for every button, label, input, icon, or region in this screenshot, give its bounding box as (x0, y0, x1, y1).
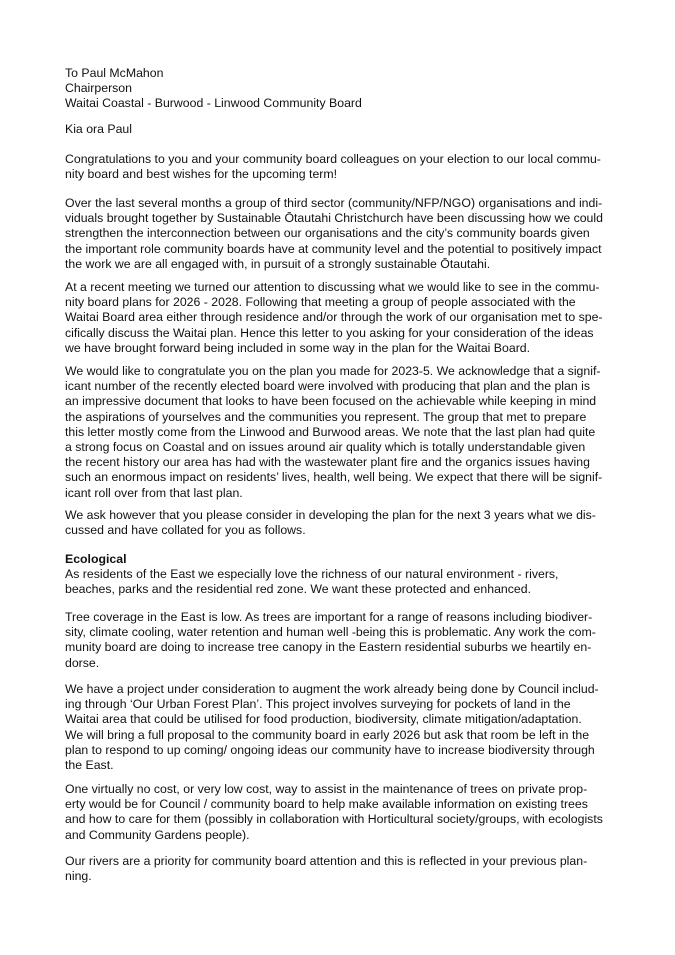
paragraph-project (65, 682, 610, 773)
text-line: an impressive document that looks to have been focused on the achievable while keeping in mind (65, 394, 597, 409)
text-line: We would like to congratulate you on the plan you made for 2023-5. We acknowledge that a signif- (65, 364, 601, 378)
recipient-organisation: Waitai Coastal - Burwood - Linwood Community Board (65, 96, 362, 111)
text-line: plan to respond to up coming/ ongoing ideas our community have to increase biodiversity through (65, 742, 595, 757)
greeting (65, 122, 610, 137)
text-line: nity board plans for 2026 - 2028. Following that meeting a group of people associated with the (65, 295, 576, 310)
section-heading: Ecological (65, 552, 127, 566)
text-line: the aspirations of yourselves and the communities you represent. The group that met to prepare (65, 409, 587, 424)
recipient-address (65, 66, 362, 112)
text-line: we have brought forward being included in some way in the plan for the Waitai Board. (65, 340, 531, 355)
text-line: One virtually no cost, or very low cost, way to assist in the maintenance of trees on private prop- (65, 782, 588, 796)
text-line: sity, climate cooling, water retention and human well -being this is problematic. Any work the com- (65, 625, 596, 640)
text-line: Congratulations to you and your community board colleagues on your election to our local commu- (65, 152, 601, 166)
text-line: beaches, parks and the residential red zone. We want these protected and enhanced. (65, 582, 531, 597)
text-line: this letter mostly come from the Linwood and Burwood areas. We note that the last plan had quite (65, 424, 596, 439)
text-line: We ask however that you please consider in developing the plan for the next 3 years what we dis- (65, 508, 596, 522)
text-line: icant roll over from that last plan. (65, 485, 243, 500)
text-line: a strong focus on Coastal and on issues around air quality which is totally understandable given (65, 440, 586, 455)
paragraph-background (65, 196, 610, 272)
text-line: Over the last several months a group of third sector (community/NFP/NGO) organisations and indi- (65, 196, 603, 210)
paragraph-tree-coverage (65, 610, 610, 671)
text-line: the important role community boards have at community level and the potential to positively impact (65, 241, 602, 256)
paragraph-congratulations (65, 152, 610, 182)
paragraph-rivers (65, 854, 610, 884)
text-line: the work we are all engaged with, in pursuit of a strongly sustainable Ōtautahi. (65, 256, 491, 271)
text-line: the East. (65, 758, 114, 773)
text-line: As residents of the East we especially love the richness of our natural environment - rivers, (65, 567, 559, 582)
text-line: Tree coverage in the East is low. As trees are important for a range of reasons including biodiver- (65, 610, 593, 624)
text-line: munity board are doing to increase tree canopy in the Eastern residential suburbs we heartily en- (65, 640, 592, 655)
text-line: We have a project under consideration to augment the work already being done by Council includ- (65, 682, 599, 696)
text-line: nity board and best wishes for the upcoming term! (65, 167, 338, 182)
text-line: We will bring a full proposal to the community board in early 2026 but ask that room be left in the (65, 727, 590, 742)
recipient-name: To Paul McMahon (65, 66, 164, 80)
section-ecological (65, 552, 610, 598)
text-line: Waitai Board area either through residence and/or through the work of our organisation met to spe- (65, 310, 603, 325)
text-line: strengthen the interconnection between our organisations and the city’s community boards given (65, 226, 590, 241)
text-line: cifically discuss the Waitai plan. Hence this letter to you asking for your consideration of the ideas (65, 325, 594, 340)
paragraph-previous-plan (65, 364, 610, 501)
text-line: Waitai area that could be utilised for food production, biodiversity, climate mitigation/adaptation. (65, 712, 582, 727)
greeting-text: Kia ora Paul (65, 122, 132, 136)
text-line: dorse. (65, 655, 100, 670)
paragraph-meeting (65, 280, 610, 356)
text-line: ning. (65, 869, 92, 884)
text-line: ing through ‘Our Urban Forest Plan’. This project involves surveying for pockets of land in the (65, 697, 571, 712)
text-line: icant number of the recently elected board were involved with producing that plan and the plan is (65, 379, 590, 394)
text-line: and Community Gardens people). (65, 827, 250, 842)
paragraph-tree-maintenance (65, 782, 610, 843)
text-line: Our rivers are a priority for community board attention and this is reflected in your previous plan- (65, 854, 588, 868)
text-line: erty would be for Council / community board to help make available information on existing trees (65, 797, 588, 812)
paragraph-request (65, 508, 610, 538)
text-line: such an enormous impact on residents’ lives, health, well being. We expect that there will be signif- (65, 470, 603, 485)
text-line: At a recent meeting we turned our attention to discussing what we would like to see in the commu- (65, 280, 600, 294)
text-line: and how to care for them (possibly in collaboration with Horticultural society/groups, with ecologists (65, 812, 603, 827)
recipient-title: Chairperson (65, 81, 132, 96)
text-line: the recent history our area has had with the wastewater plant fire and the organics issues having (65, 455, 590, 470)
text-line: cussed and have collated for you as follows. (65, 523, 306, 538)
text-line: viduals brought together by Sustainable Ōtautahi Christchurch have been discussing how we could (65, 211, 603, 226)
